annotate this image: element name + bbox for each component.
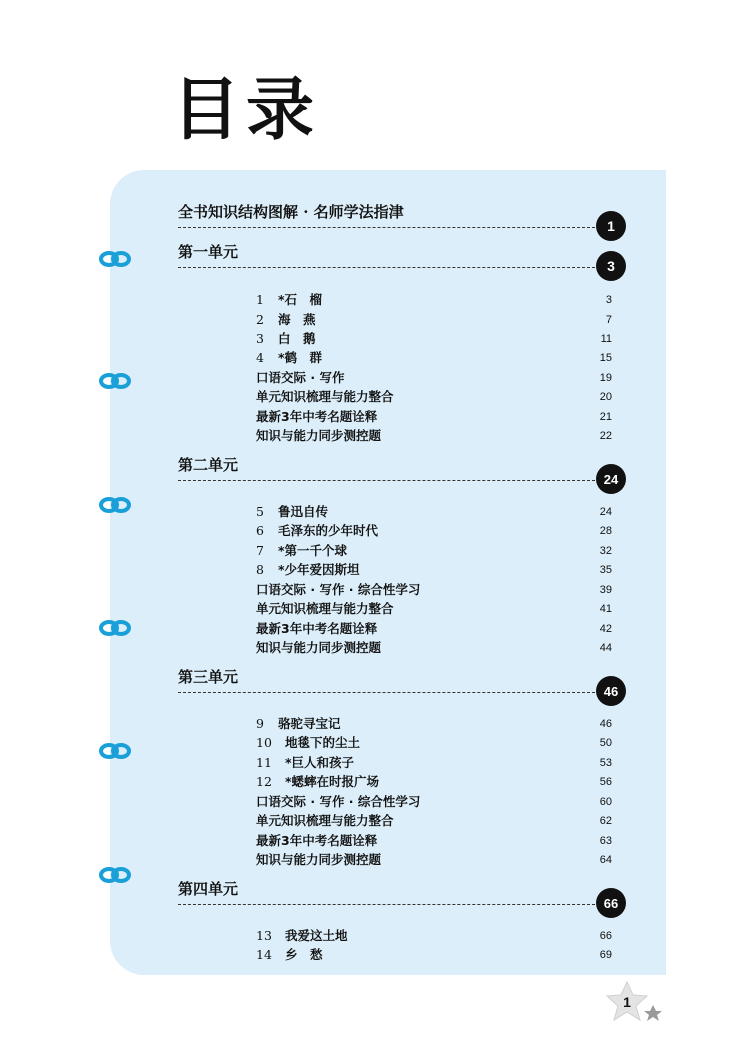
entry-page: 53 — [599, 757, 612, 769]
page-number-badge — [596, 980, 666, 1032]
entry-page: 66 — [599, 930, 612, 942]
dashed-leader — [178, 267, 600, 268]
entry-page: 39 — [599, 584, 612, 596]
page-number: 1 — [623, 994, 631, 1010]
toc-entry[interactable] — [256, 291, 612, 309]
header-entry-title: 全书知识结构图解 · 名师学法指津 — [178, 203, 404, 221]
entry-page: 28 — [599, 525, 612, 537]
entry-title: *石 榴 — [278, 292, 323, 307]
entry-title: 单元知识梳理与能力整合 — [256, 601, 394, 616]
toc-entry[interactable] — [256, 946, 612, 964]
entry-number: 1 — [256, 292, 264, 307]
toc-entry[interactable] — [256, 600, 612, 618]
toc-entry[interactable] — [256, 427, 612, 445]
entry-number: 2 — [256, 312, 264, 327]
entry-page: 21 — [599, 411, 612, 423]
toc-entry[interactable] — [256, 388, 612, 406]
toc-entry[interactable] — [256, 522, 612, 540]
entry-page: 22 — [599, 430, 612, 442]
entry-page: 32 — [599, 545, 612, 557]
toc-entry[interactable] — [256, 542, 612, 560]
entry-page: 69 — [599, 949, 612, 961]
unit-heading-row[interactable] — [178, 453, 626, 487]
toc-entry[interactable] — [256, 715, 612, 733]
toc-entry[interactable] — [256, 330, 612, 348]
entry-number: 6 — [256, 523, 264, 538]
entry-title: 单元知识梳理与能力整合 — [256, 813, 394, 828]
page-badge: 46 — [596, 676, 626, 706]
entry-number: 14 — [256, 947, 272, 962]
entry-number: 5 — [256, 504, 264, 519]
entry-page: 20 — [599, 391, 612, 403]
unit-title: 第四单元 — [178, 880, 239, 898]
entry-page: 35 — [599, 564, 612, 576]
page-title: 目录 — [172, 71, 321, 150]
page-badge: 66 — [596, 888, 626, 918]
toc-entry[interactable] — [256, 734, 612, 752]
entry-page: 64 — [599, 854, 612, 866]
entry-title: 最新3年中考名题诠释 — [256, 409, 378, 424]
entry-title: 知识与能力同步测控题 — [256, 852, 382, 867]
toc-entry[interactable] — [256, 408, 612, 426]
toc-entry[interactable] — [256, 832, 612, 850]
entry-page: 7 — [605, 314, 612, 326]
entry-page: 42 — [599, 623, 612, 635]
entry-page: 50 — [599, 737, 612, 749]
entry-title: 知识与能力同步测控题 — [256, 428, 382, 443]
entry-number: 11 — [256, 755, 272, 770]
entry-title: 最新3年中考名题诠释 — [256, 621, 378, 636]
entry-title: *少年爱因斯坦 — [278, 562, 360, 577]
entry-number: 3 — [256, 331, 264, 346]
entry-number: 13 — [256, 928, 272, 943]
toc-entry[interactable] — [256, 311, 612, 329]
toc-entry[interactable] — [256, 369, 612, 387]
entry-page: 24 — [599, 506, 612, 518]
entry-number: 7 — [256, 543, 264, 558]
entry-page: 11 — [600, 333, 612, 345]
entry-title: *第一千个球 — [278, 543, 348, 558]
toc-entry[interactable] — [256, 773, 612, 791]
entry-title: 毛泽东的少年时代 — [278, 523, 379, 538]
page-badge: 1 — [596, 211, 626, 241]
entry-page: 44 — [599, 642, 612, 654]
toc-entry[interactable] — [256, 639, 612, 657]
entry-page: 3 — [605, 294, 612, 306]
toc-entry[interactable] — [256, 754, 612, 772]
entry-title: *巨人和孩子 — [285, 755, 355, 770]
entry-page: 19 — [599, 372, 612, 384]
unit-title: 第一单元 — [178, 243, 239, 261]
entry-title: 口语交际 · 写作 · 综合性学习 — [256, 794, 421, 809]
binder-ring-icon — [98, 492, 136, 518]
entry-title: 我爱这土地 — [285, 928, 348, 943]
entry-number: 9 — [256, 716, 264, 731]
toc-entry[interactable] — [256, 927, 612, 945]
entry-title: 口语交际 · 写作 · 综合性学习 — [256, 582, 421, 597]
entry-number: 8 — [256, 562, 264, 577]
toc-entry[interactable] — [256, 851, 612, 869]
entry-page: 15 — [599, 352, 612, 364]
entry-title: *蟋蟀在时报广场 — [285, 774, 380, 789]
binder-ring-icon — [98, 862, 136, 888]
toc-entry[interactable] — [256, 620, 612, 638]
entry-number: 12 — [256, 774, 272, 789]
toc-entry[interactable] — [256, 561, 612, 579]
entry-title: 乡 愁 — [285, 947, 323, 962]
entry-title: 单元知识梳理与能力整合 — [256, 389, 394, 404]
entry-number: 10 — [256, 735, 272, 750]
unit-heading-row[interactable] — [178, 665, 626, 699]
entry-title: 最新3年中考名题诠释 — [256, 833, 378, 848]
dashed-leader — [178, 480, 600, 481]
entry-page: 56 — [599, 776, 612, 788]
page-badge: 3 — [596, 251, 626, 281]
binder-ring-icon — [98, 615, 136, 641]
entry-page: 62 — [599, 815, 612, 827]
unit-heading-row[interactable] — [178, 240, 626, 274]
entry-page: 60 — [599, 796, 612, 808]
unit-title: 第三单元 — [178, 668, 239, 686]
entry-title: 白 鹅 — [278, 331, 316, 346]
entry-title: 地毯下的尘土 — [285, 735, 361, 750]
entry-number: 4 — [256, 350, 264, 365]
unit-title: 第二单元 — [178, 456, 239, 474]
entry-title: 知识与能力同步测控题 — [256, 640, 382, 655]
dashed-leader — [178, 904, 600, 905]
dashed-leader — [178, 692, 600, 693]
entry-page: 46 — [599, 718, 612, 730]
toc-entry[interactable] — [256, 581, 612, 599]
entry-page: 41 — [599, 603, 612, 615]
toc-entry[interactable] — [256, 503, 612, 521]
unit-heading-row[interactable] — [178, 877, 626, 911]
page-badge: 24 — [596, 464, 626, 494]
entry-title: 骆驼寻宝记 — [278, 716, 341, 731]
binder-ring-icon — [98, 368, 136, 394]
toc-entry[interactable] — [256, 349, 612, 367]
toc-entry[interactable] — [256, 793, 612, 811]
binder-ring-icon — [98, 738, 136, 764]
dashed-leader — [178, 227, 600, 228]
entry-title: 海 燕 — [278, 312, 316, 327]
toc-entry[interactable] — [256, 812, 612, 830]
toc-header-row[interactable] — [178, 200, 626, 234]
binder-ring-icon — [98, 246, 136, 272]
entry-title: 鲁迅自传 — [278, 504, 329, 519]
entry-page: 63 — [599, 835, 612, 847]
entry-title: *鹤 群 — [278, 350, 323, 365]
entry-title: 口语交际 · 写作 — [256, 370, 345, 385]
